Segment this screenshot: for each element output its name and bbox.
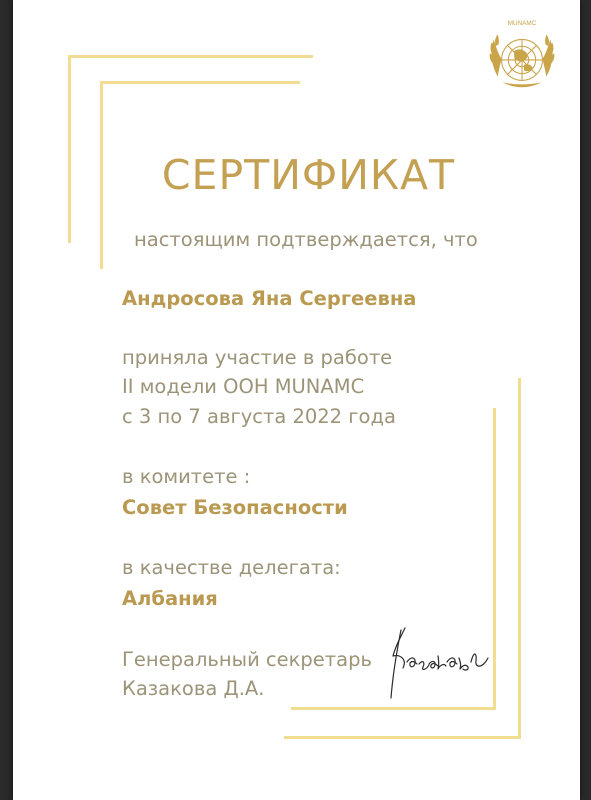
frame-outer-left [68, 55, 71, 243]
recipient-name: Андросова Яна Сергеевна [122, 287, 417, 310]
frame-outer-right [518, 378, 521, 738]
participation-line-1: приняла участие в работе [122, 346, 393, 369]
un-emblem-icon [481, 16, 563, 98]
signatory-name: Казакова Д.А. [122, 677, 265, 700]
frame-inner-bottom [291, 707, 496, 710]
intro-text: настоящим подтверждается, что [134, 228, 478, 251]
participation-line-3: с 3 по 7 августа 2022 года [122, 405, 396, 428]
frame-outer-bottom [284, 736, 521, 739]
emblem-label: MUNAMC [507, 19, 537, 27]
role-label: в качестве делегата: [122, 556, 341, 579]
frame-outer-top [68, 55, 313, 58]
frame-inner-right [493, 408, 496, 708]
country-name: Албания [122, 587, 218, 610]
committee-label: в комитете : [122, 465, 251, 488]
signatory-title: Генеральный секретарь [122, 648, 372, 671]
signature-text: Казакова [433, 700, 439, 701]
frame-inner-top [100, 81, 300, 84]
committee-name: Совет Безопасности [122, 496, 348, 519]
participation-line-2: II модели ООН MUNAMC [122, 375, 365, 398]
signature-icon [381, 620, 491, 702]
certificate-title: СЕРТИФИКАТ [161, 151, 456, 200]
